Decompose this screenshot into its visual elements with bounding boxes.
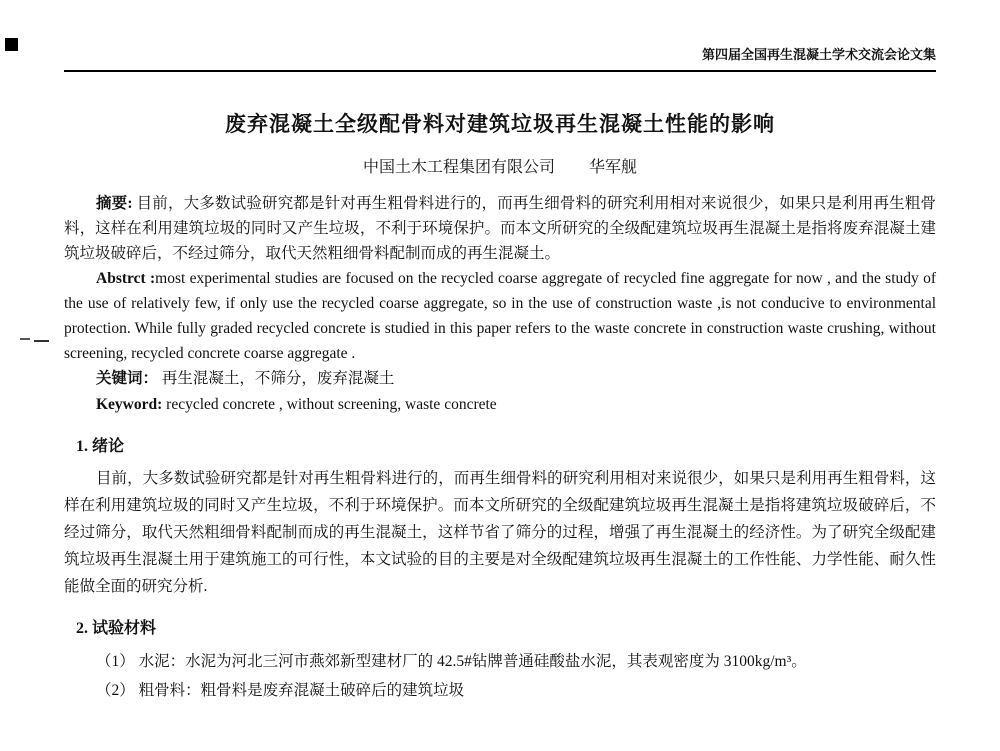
scan-corner-artifact — [5, 38, 18, 51]
keywords-chinese-text: 再生混凝土，不筛分，废弃混凝土 — [161, 370, 395, 387]
author-line — [64, 154, 936, 177]
keywords-chinese — [64, 366, 936, 392]
abstract-english — [64, 266, 936, 366]
abstract-chinese-text: 目前，大多数试验研究都是针对再生粗骨料进行的，而再生细骨料的研究利用相对来说很少，如果只是利用再生粗骨料，这样在利用建筑垃圾的同时又产生垃圾，不利于环境保护。而本文所研究的全级配建筑垃圾再生混凝土是指将废弃混凝土建筑垃圾破碎后，不经过筛分，取代天然粗细骨料配制而成的再生混凝土。 — [64, 195, 937, 262]
materials-item-coarse-aggregate-cutoff: （2） 粗骨料：粗骨料是废弃混凝土破碎后的建筑垃圾 — [96, 682, 465, 699]
scan-edge-mark-2 — [34, 340, 49, 342]
author-affiliation: 中国土木工程集团有限公司 — [362, 159, 555, 176]
proceedings-header-text: 第四届全国再生混凝土学术交流会论文集 — [701, 47, 936, 62]
keywords-english-label: Keyword: — [96, 396, 163, 413]
abstract-chinese — [64, 191, 936, 266]
abstract-english-label: Abstrct : — [96, 270, 156, 287]
keywords-english-text: recycled concrete , without screening, waste concrete — [166, 396, 497, 413]
header-rule — [64, 70, 936, 72]
keywords-english — [64, 392, 936, 418]
section-1-body: 目前，大多数试验研究都是针对再生粗骨料进行的，而再生细骨料的研究利用相对来说很少，如果只是利用再生粗骨料，这样在利用建筑垃圾的同时又产生垃圾，不利于环境保护。而本文所研究的全级配建筑垃圾再生混凝土是指将建筑垃圾破碎后，不经过筛分，取代天然粗细骨料配制而成的再生混凝土，这样节省了筛分的过程，增强了再生混凝土的经济性。为了研究全级配建筑垃圾再生混凝土用于建筑施工的可行性，本文试验的目的主要是对全级配建筑垃圾再生混凝土的工作性能、力学性能、耐久性能做全面的研究分析. — [64, 470, 936, 595]
scan-edge-mark — [20, 338, 30, 340]
materials-item-cement: （1） 水泥：水泥为河北三河市燕郊新型建材厂的 42.5#钻牌普通硅酸盐水泥，其表观密度为 3100kg/m³。 — [96, 653, 807, 670]
author-name: 华军舰 — [589, 159, 638, 176]
section-2-heading: 2. 试验材料 — [76, 620, 157, 637]
proceedings-header — [64, 0, 936, 63]
keywords-chinese-label: 关键词： — [96, 370, 159, 387]
section-1-heading: 1. 绪论 — [76, 438, 125, 455]
paper-title: 废弃混凝土全级配骨料对建筑垃圾再生混凝土性能的影响 — [225, 112, 775, 136]
abstract-english-text: most experimental studies are focused on the recycled coarse aggregate of recycled fine aggregate for now , and the study of the use of relatively few, if only use the recycled coarse aggregate, so in the use of construction waste ,is not conducive to environmental protection. While fully graded recycled concrete is studied in this paper refers to the waste concrete in construction waste crushing, without screening, recycled concrete coarse aggregate . — [64, 270, 937, 362]
abstract-chinese-label: 摘要: — [96, 195, 133, 212]
